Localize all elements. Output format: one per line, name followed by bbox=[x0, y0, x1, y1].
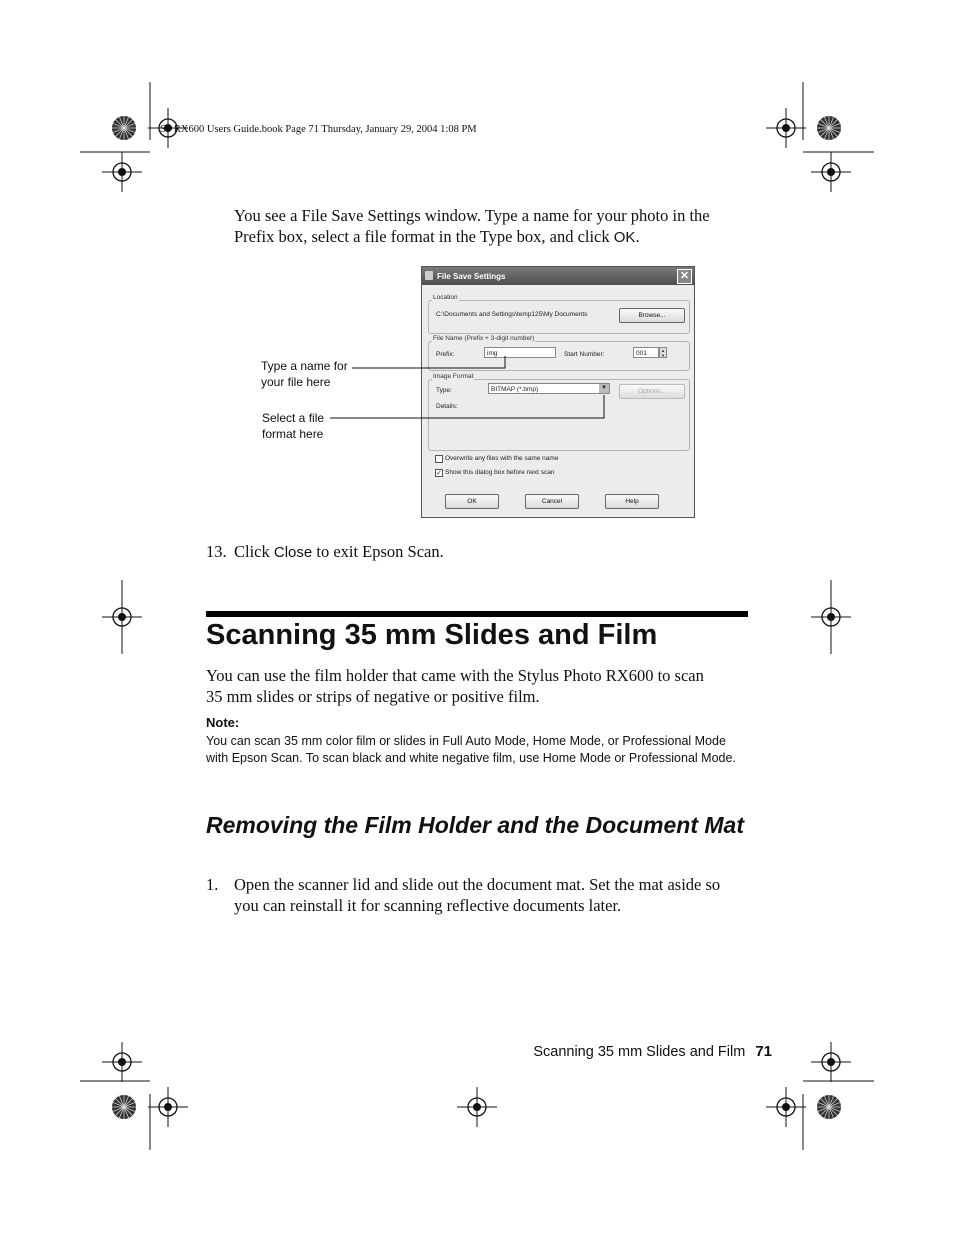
chevron-down-icon[interactable]: ▼ bbox=[599, 384, 609, 393]
step-13-close-word: Close bbox=[273, 544, 313, 561]
details-label: Details: bbox=[436, 403, 458, 410]
section-heading: Scanning 35 mm Slides and Film bbox=[206, 619, 658, 651]
cancel-button[interactable]: Cancel bbox=[525, 494, 579, 509]
intro-ok-word: OK bbox=[613, 229, 636, 246]
page-footer bbox=[440, 1043, 772, 1060]
close-icon[interactable]: ✕ bbox=[677, 269, 692, 284]
start-number-label: Start Number: bbox=[564, 351, 605, 358]
dialog-title: File Save Settings bbox=[437, 272, 506, 281]
step-13-text-before: Click bbox=[234, 542, 274, 561]
overwrite-label: Overwrite any files with the same name bbox=[445, 455, 559, 462]
step-1-number: 1. bbox=[206, 875, 219, 894]
footer-section-name: Scanning 35 mm Slides and Film bbox=[533, 1044, 746, 1060]
step-1-line2: you can reinstall it for scanning reflective documents later. bbox=[234, 896, 622, 915]
show-dialog-label: Show this dialog box before next scan bbox=[445, 469, 555, 476]
section-paragraph-line1: You can use the film holder that came with the Stylus Photo RX600 to scan bbox=[206, 666, 704, 685]
step-13 bbox=[206, 541, 746, 563]
book-info-header: SP RX600 Users Guide.book Page 71 Thursday, January 29, 2004 1:08 PM bbox=[160, 124, 477, 135]
file-name-label: File Name (Prefix + 3-digit number) bbox=[433, 335, 535, 342]
type-label: Type: bbox=[436, 387, 452, 394]
note-label: Note: bbox=[206, 715, 240, 730]
step-1-line1: Open the scanner lid and slide out the document mat. Set the mat aside so bbox=[234, 875, 721, 894]
prefix-callout-line1: Type a name for bbox=[261, 359, 348, 373]
section-rule bbox=[206, 611, 748, 617]
location-label: Location bbox=[433, 294, 458, 301]
prefix-label: Prefix: bbox=[436, 351, 455, 358]
section-paragraph-line2: 35 mm slides or strips of negative or positive film. bbox=[206, 687, 540, 706]
prefix-callout-line2: your file here bbox=[261, 375, 331, 389]
prefix-input[interactable]: img bbox=[484, 347, 556, 358]
show-dialog-checkbox[interactable]: ✓ bbox=[436, 470, 442, 477]
type-select[interactable]: BITMAP (*.bmp) bbox=[488, 383, 610, 394]
prefix-leader-line bbox=[352, 356, 505, 368]
browse-button[interactable]: Browse... bbox=[619, 308, 685, 323]
ok-button[interactable]: OK bbox=[445, 494, 499, 509]
options-button[interactable]: Options... bbox=[619, 384, 685, 399]
step-1 bbox=[206, 874, 751, 916]
subsection-heading: Removing the Film Holder and the Document Mat bbox=[206, 812, 744, 838]
start-number-input[interactable]: 001 bbox=[633, 347, 659, 358]
page-number: 71 bbox=[755, 1043, 772, 1060]
type-callout-line1: Select a file bbox=[262, 411, 325, 425]
image-format-label: Image Format bbox=[433, 373, 474, 380]
type-callout-line2: format here bbox=[262, 427, 324, 441]
step-13-text-after: to exit Epson Scan. bbox=[312, 542, 444, 561]
section-paragraph bbox=[206, 665, 746, 707]
note-text: You can scan 35 mm color film or slides in Full Auto Mode, Home Mode, or Professional Mode with Epson Scan. To scan black and white negative film, use Home Mode or Professional Mode. bbox=[206, 734, 736, 765]
intro-period: . bbox=[635, 227, 640, 246]
help-button[interactable]: Help bbox=[605, 494, 659, 509]
step-13-number: 13. bbox=[206, 542, 227, 561]
location-path: C:\Documents and Settings\temp125\My Documents bbox=[436, 311, 588, 318]
start-number-spinner-icon[interactable]: ▲ ▼ bbox=[659, 347, 667, 358]
type-leader-line bbox=[330, 395, 604, 418]
intro-text: You see a File Save Settings window. Type a name for your photo in the Prefix box, select a file format in the Type box, and click bbox=[234, 206, 710, 246]
